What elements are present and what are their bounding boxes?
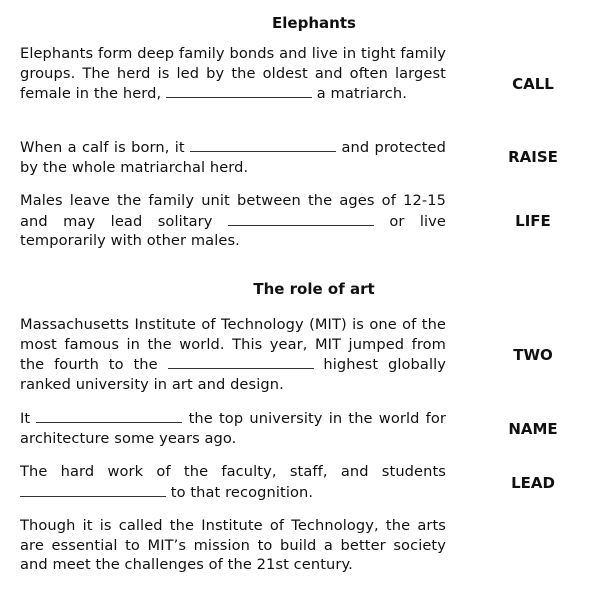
text-after: a matriarch. [316, 85, 408, 103]
text-before: The hard work of the faculty, staff, and students [20, 463, 446, 480]
answer-blank [36, 408, 182, 423]
text-before: Elephants form deep family bonds and live in tight family groups. The herd is led by the oldest and often largest female in the herd, [20, 45, 446, 103]
text-after: and protected by the whole matriarchal herd. [20, 139, 446, 176]
keyword-raise: RAISE [508, 148, 558, 166]
heading-role-of-art: The role of art [253, 280, 375, 298]
text-after: highest globally ranked university in art and design. [20, 356, 446, 393]
answer-blank [166, 83, 312, 98]
answer-blank [168, 354, 314, 369]
text-before: When a calf is born, it [20, 139, 185, 156]
paragraph-elephants-3 [20, 191, 446, 251]
text-after: or live temporarily with other males. [20, 212, 446, 250]
paragraph-art-2 [20, 408, 446, 448]
answer-blank [190, 137, 336, 152]
paragraph-art-4: Though it is called the Institute of Technology, the arts are essential to MIT’s mission to build a better society and meet the challenges of the 21st century. [20, 517, 446, 574]
text-after: to that recognition. [170, 483, 314, 501]
answer-blank [228, 211, 374, 226]
answer-blank [20, 482, 166, 497]
keyword-call: CALL [512, 75, 554, 93]
paragraph-art-1 [20, 315, 446, 394]
text-after: the top university in the world for architecture some years ago. [20, 410, 446, 447]
keyword-lead: LEAD [511, 474, 555, 492]
paragraph-art-3 [20, 462, 446, 502]
keyword-two: TWO [513, 346, 553, 364]
heading-elephants: Elephants [272, 14, 356, 32]
keyword-life: LIFE [515, 212, 551, 230]
text-before: It [20, 410, 31, 427]
paragraph-elephants-1 [20, 44, 446, 104]
paragraph-elephants-2 [20, 137, 446, 177]
keyword-name: NAME [508, 420, 558, 438]
text-before: Males leave the family unit between the ages of 12-15 and may lead solitary [20, 192, 446, 230]
text-before: Massachusetts Institute of Technology (MIT) is one of the most famous in the world. This year, MIT jumped from the fourth to the [20, 316, 446, 374]
